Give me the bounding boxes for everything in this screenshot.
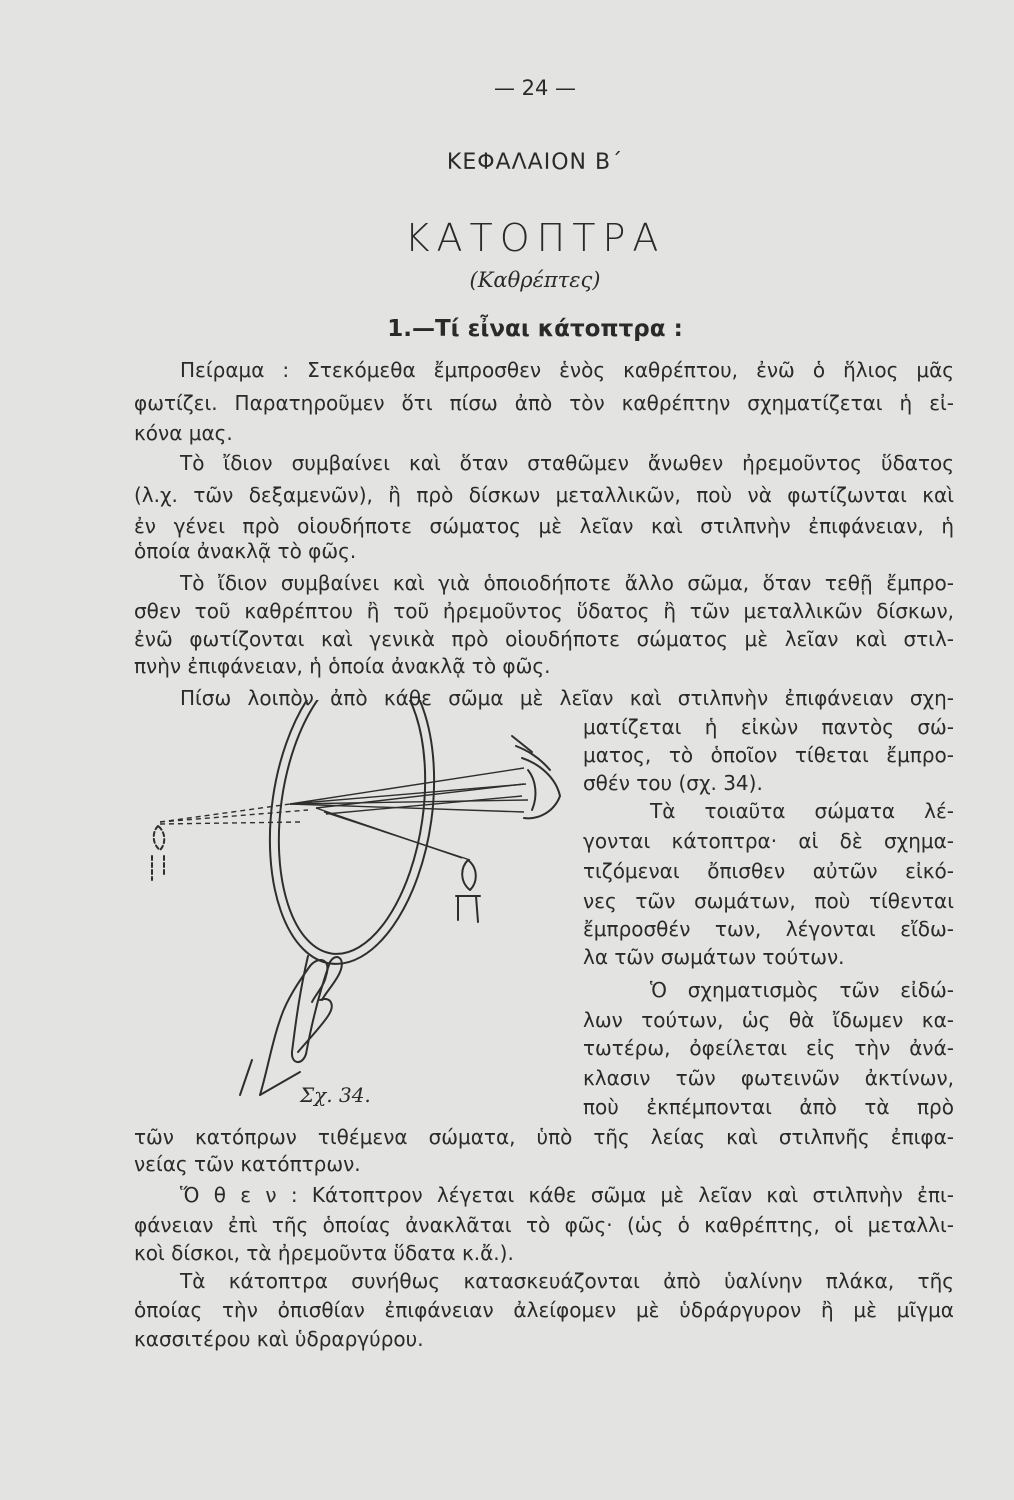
paragraph-line: ποὺ ἐκπέμπονται ἀπὸ τὰ πρὸ [583, 1095, 954, 1119]
paragraph-line: τιζόμεναι ὄπισθεν αὐτῶν εἰκό- [583, 859, 954, 883]
mirror-illustration [140, 700, 580, 1100]
paragraph-line: ματος, τὸ ὁποῖον τίθεται ἔμπρο- [583, 743, 954, 767]
section-heading: 1.—Τί εἶναι κάτοπτρα : [387, 316, 683, 342]
paragraph-line: πνὴν ἐπιφάνειαν, ἡ ὁποία ἀνακλᾷ τὸ φῶς. [134, 654, 551, 678]
hand-mirror [251, 700, 453, 1062]
paragraph-line: Τὰ τοιαῦτα σώματα λέ- [650, 799, 954, 823]
paragraph-line: ματίζεται ἡ εἰκὼν παντὸς σώ- [583, 715, 954, 739]
paragraph-line: κοὶ δίσκοι, τὰ ἠρεμοῦντα ὕδατα κ.ἄ.). [134, 1241, 514, 1265]
light-rays [160, 768, 528, 860]
paragraph-line: κασσιτέρου καὶ ὑδραργύρου. [134, 1327, 424, 1351]
paragraph-line: κόνα μας. [134, 421, 233, 445]
paragraph-line: λα τῶν σωμάτων τούτων. [583, 945, 845, 969]
paragraph-line: σθέν του (σχ. 34). [583, 771, 763, 795]
paragraph-line: σθεν τοῦ καθρέπτου ἢ τοῦ ἠρεμοῦντος ὕδατος ἢ τῶν μεταλλικῶν δίσκων, [134, 599, 954, 623]
paragraph-line: φωτίζει. Παρατηροῦμεν ὅτι πίσω ἀπὸ τὸν καθρέπτην σχηματίζεται ἡ εἰ- [134, 391, 954, 415]
page-subtitle: (Καθρέπτες) [469, 268, 601, 292]
paragraph-line: Τὸ ἴδιον συμβαίνει καὶ ὅταν σταθῶμεν ἄνωθεν ἠρεμοῦντος ὕδατος [180, 451, 954, 475]
paragraph-line: Ὅ θ ε ν : Κάτοπτρον λέγεται κάθε σῶμα μὲ λεῖαν καὶ στιλπνὴν ἐπι- [180, 1183, 954, 1207]
hand [240, 957, 342, 1095]
chapter-heading: ΚΕΦΑΛΑΙΟΝ Β΄ [446, 150, 624, 175]
paragraph-line: νείας τῶν κατόπτρων. [134, 1152, 361, 1176]
page-number: — 24 — [493, 76, 577, 100]
paragraph-line: ἐν γένει πρὸ οἱουδήποτε σώματος μὲ λεῖαν καὶ στιλπνὴν ἐπιφάνειαν, ἡ [134, 514, 954, 538]
paragraph-line: (λ.χ. τῶν δεξαμενῶν), ἢ πρὸ δίσκων μεταλλικῶν, ποὺ νὰ φωτίζωνται καὶ [134, 483, 954, 507]
paragraph-line: Τὸ ἴδιον συμβαίνει καὶ γιὰ ὁποιοδήποτε ἄλλο σῶμα, ὅταν τεθῇ ἔμπρο- [180, 571, 954, 595]
page-title: ΚΑΤΟΠΤΡΑ [404, 216, 666, 260]
paragraph-line: νες τῶν σωμάτων, ποὺ τίθενται [583, 889, 954, 913]
paragraph-line: τωτέρω, ὀφείλεται εἰς τὴν ἀνά- [583, 1036, 954, 1060]
paragraph-line: γονται κάτοπτρα· αἱ δὲ σχημα- [583, 829, 954, 853]
paragraph-line: κλασιν τῶν φωτεινῶν ἀκτίνων, [583, 1066, 954, 1090]
paragraph-line: φάνειαν ἐπὶ τῆς ὁποίας ἀνακλᾶται τὸ φῶς· (ὡς ὁ καθρέπτης, οἱ μεταλλι- [134, 1213, 954, 1237]
figure-caption: Σχ. 34. [300, 1083, 371, 1107]
paragraph-line: Πίσω λοιπὸν ἀπὸ κάθε σῶμα μὲ λεῖαν καὶ στιλπνὴν ἐπιφάνειαν σχη- [180, 686, 954, 710]
candle-image [152, 826, 164, 880]
eye [512, 736, 560, 818]
paragraph-line: ὁποία ἀνακλᾷ τὸ φῶς. [134, 539, 357, 563]
paragraph-line: ὁποίας τὴν ὀπισθίαν ἐπιφάνειαν ἀλείφομεν μὲ ὑδράργυρον ἢ μὲ μῖγμα [134, 1298, 954, 1322]
paragraph-line: τῶν κατόπρων τιθέμενα σώματα, ὑπὸ τῆς λείας καὶ στιλπνῆς ἐπιφα- [134, 1125, 954, 1149]
paragraph-line: Ὁ σχηματισμὸς τῶν εἰδώ- [650, 978, 954, 1002]
candle [456, 860, 480, 922]
paragraph-line: Πείραμα : Στεκόμεθα ἔμπροσθεν ἑνὸς καθρέπτου, ἐνῶ ὁ ἥλιος μᾶς [180, 358, 954, 382]
paragraph-line: ἐνῶ φωτίζονται καὶ γενικὰ πρὸ οἱουδήποτε σώματος μὲ λεῖαν καὶ στιλ- [134, 627, 954, 651]
paragraph-line: ἔμπροσθέν των, λέγονται εἴδω- [583, 917, 954, 941]
paragraph-line: λων τούτων, ὡς θὰ ἴδωμεν κα- [583, 1008, 954, 1032]
paragraph-line: Τὰ κάτοπτρα συνήθως κατασκευάζονται ἀπὸ ὑαλίνην πλάκα, τῆς [180, 1269, 954, 1293]
